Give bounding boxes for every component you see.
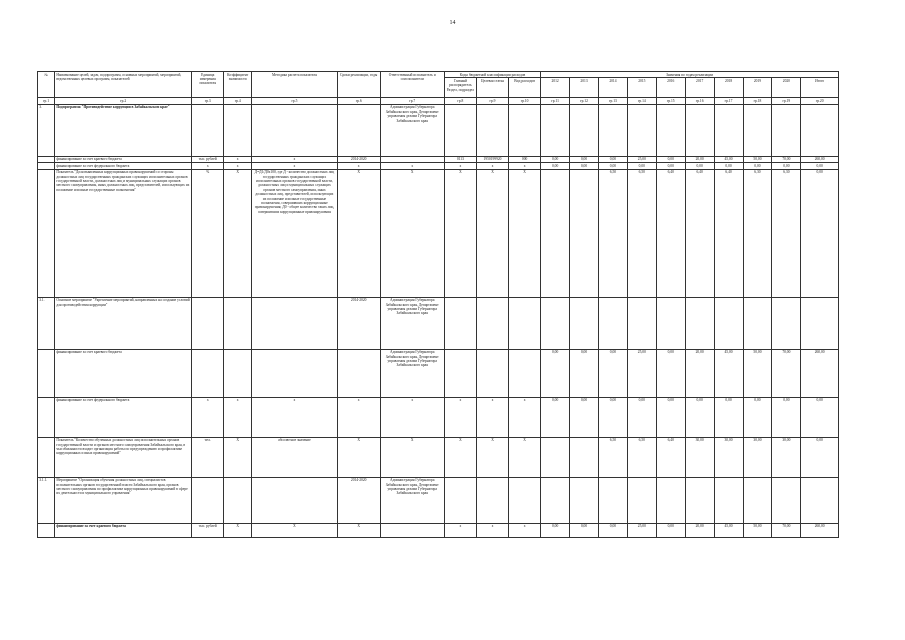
row-coef	[224, 477, 252, 523]
row-value	[685, 104, 714, 156]
row-value: 6,30	[772, 169, 801, 297]
program-table	[37, 71, 839, 538]
row-value: 0,00	[801, 397, 839, 437]
row-num	[38, 349, 55, 397]
row-value	[743, 104, 772, 156]
row-value	[656, 477, 685, 523]
row-value: 0,00	[772, 397, 801, 437]
row-kbk-target: х	[476, 163, 508, 169]
row-value: 0,00	[656, 349, 685, 397]
row-num	[38, 437, 55, 477]
row-responsible: Администрация Губернатора Забайкальского края, Департамент управления делами Губернатора Забайкальского края	[380, 349, 444, 397]
row-num: 3.1.1.	[38, 477, 55, 523]
row-kbk-main: 0113	[444, 156, 476, 162]
row-kbk-vr	[509, 349, 541, 397]
header-year: Итого	[801, 78, 839, 98]
header-kbk-target: Целевая статья	[476, 78, 508, 98]
row-value	[772, 104, 801, 156]
row-name: Показатель "Доля выявленных коррупционных правонарушений со стороны должностных лиц государственных гражданских служащих исполнительных органов государственной власти, должностных лиц и муниципальных служащих органов местного самоуправления, иных должностных лиц, представителей, использующих их положение или иные государственные полномочия"	[55, 169, 192, 297]
row-kbk-target	[476, 104, 508, 156]
row-value	[570, 477, 599, 523]
row-value: 0,00	[598, 523, 627, 537]
row-value: 0,00	[801, 163, 839, 169]
column-number: гр.20	[801, 98, 839, 104]
row-method: Д=Д1/Д0х100, где Д - количество должностных лиц государственных гражданских служащих исполнительных органов государственной власти, должностных лиц и муниципальных служащих органов местного самоуправления, иных должностных лиц, представителей, использующих их положение или иные государственные полномочия, совершивших коррупционные правонарушения; Д0 - общее количество таких лиц, совершивших коррупционные правонарушения	[252, 169, 338, 297]
row-kbk-target	[476, 297, 508, 349]
column-number: гр.17	[714, 98, 743, 104]
column-number: гр.5	[252, 98, 338, 104]
row-kbk-main	[444, 477, 476, 523]
row-value	[627, 477, 656, 523]
header-term: Сроки реализации, годы	[337, 72, 380, 98]
row-unit: тыс. рублей	[192, 156, 224, 162]
row-kbk-main	[444, 297, 476, 349]
row-kbk-target: х	[476, 397, 508, 437]
header-name: Наименование целей, задач, подпрограмм, основных мероприятий, мероприятий, ведомственных целевых программ, показателей	[55, 72, 192, 98]
header-year: 2020	[772, 78, 801, 98]
table-row	[38, 349, 839, 397]
row-value: 45,00	[714, 349, 743, 397]
column-number: гр.18	[743, 98, 772, 104]
row-value: 0,00	[714, 163, 743, 169]
row-kbk-target: х	[476, 523, 508, 537]
table-row	[38, 523, 839, 537]
row-value	[598, 297, 627, 349]
row-responsible: Администрация Губернатора Забайкальского края, Департамент управления делами Губернатора Забайкальского края	[380, 297, 444, 349]
row-kbk-main: х	[444, 397, 476, 437]
row-value: 260,00	[801, 156, 839, 162]
row-term: х	[337, 163, 380, 169]
header-method: Методика расчета показателя	[252, 72, 338, 98]
column-number: гр.12	[570, 98, 599, 104]
row-name: финансирование за счет федерального бюджета	[55, 163, 192, 169]
row-kbk-main	[444, 349, 476, 397]
row-value: 0,00	[685, 163, 714, 169]
row-kbk-target	[476, 349, 508, 397]
row-value	[714, 104, 743, 156]
header-year: 2016	[656, 78, 685, 98]
row-name: Основное мероприятие "Укрепление мероприятий, направленных на создание условий для противодействия коррупции"	[55, 297, 192, 349]
row-value	[685, 297, 714, 349]
row-num	[38, 523, 55, 537]
row-kbk-vr: Х	[509, 437, 541, 477]
row-coef	[224, 297, 252, 349]
table-row	[38, 169, 839, 297]
row-kbk-main: Х	[444, 437, 476, 477]
row-value	[598, 104, 627, 156]
row-value	[598, 477, 627, 523]
header-kbk-vr: Вид расходов	[509, 78, 541, 98]
row-value: 70,00	[772, 156, 801, 162]
row-unit: х	[192, 163, 224, 169]
row-value	[772, 477, 801, 523]
row-method	[252, 104, 338, 156]
row-value: 20,00	[685, 349, 714, 397]
row-value: 0,00	[743, 163, 772, 169]
row-term: 2014-2020	[337, 156, 380, 162]
row-value: 6,50	[598, 437, 627, 477]
row-value: 0,00	[627, 163, 656, 169]
row-num: 3.1.	[38, 297, 55, 349]
row-value	[772, 297, 801, 349]
row-value	[570, 437, 599, 477]
row-kbk-main: х	[444, 523, 476, 537]
row-value	[570, 297, 599, 349]
row-coef: х	[224, 163, 252, 169]
row-method: х	[252, 156, 338, 162]
row-term	[337, 104, 380, 156]
row-value	[714, 477, 743, 523]
header-kbk-main: Главный распорядитель Раздел, подраздел	[444, 78, 476, 98]
row-value	[714, 297, 743, 349]
table-row	[38, 104, 839, 156]
row-unit: х	[192, 397, 224, 437]
row-method: х	[252, 397, 338, 437]
column-number: гр.2	[55, 98, 192, 104]
row-kbk-vr: х	[509, 523, 541, 537]
row-unit	[192, 477, 224, 523]
row-value: 50,00	[743, 156, 772, 162]
column-number: гр.1	[38, 98, 55, 104]
column-number: гр.16	[685, 98, 714, 104]
row-method	[252, 297, 338, 349]
row-value: 0,00	[598, 163, 627, 169]
row-method: Х	[252, 523, 338, 537]
row-value: 50,00	[743, 523, 772, 537]
row-responsible: Х	[380, 437, 444, 477]
row-kbk-vr: 000	[509, 156, 541, 162]
row-value	[570, 169, 599, 297]
row-term: Х	[337, 523, 380, 537]
row-kbk-vr	[509, 477, 541, 523]
row-name: Показатель "Количество обученных должностных лиц исполнительных органов государственной власти и органов местного самоуправления Забайкальского края, в чьи обязанности входит организация работы по предупреждению и профилактике коррупционных и иных правонарушений"	[55, 437, 192, 477]
row-responsible: Администрация Губернатора Забайкальского края, Департамент управления делами Губернатора Забайкальского края	[380, 104, 444, 156]
row-name: финансирование за счет краевого бюджета	[55, 523, 192, 537]
row-value: 25,00	[627, 349, 656, 397]
row-term: х	[337, 397, 380, 437]
row-value: 0,00	[541, 163, 570, 169]
row-name: финансирование за счет краевого бюджета	[55, 349, 192, 397]
header-year: 2018	[714, 78, 743, 98]
row-value: 6,40	[656, 169, 685, 297]
column-number: гр.9	[476, 98, 508, 104]
row-coef: Х	[224, 437, 252, 477]
row-method	[252, 477, 338, 523]
row-value: 0,00	[598, 397, 627, 437]
column-number: гр.13	[598, 98, 627, 104]
row-value: 6,50	[627, 169, 656, 297]
row-term: 2014-2020	[337, 477, 380, 523]
row-value: 0,00	[598, 156, 627, 162]
row-value: 0,00	[570, 163, 599, 169]
row-num	[38, 169, 55, 297]
column-number: гр.11	[541, 98, 570, 104]
row-value	[627, 297, 656, 349]
row-value	[801, 477, 839, 523]
column-number: гр.19	[772, 98, 801, 104]
row-value: 6,40	[714, 169, 743, 297]
row-value: 0,00	[598, 349, 627, 397]
row-num: 3.	[38, 104, 55, 156]
row-value: 0,00	[801, 169, 839, 297]
column-number: гр.10	[509, 98, 541, 104]
row-kbk-vr: Х	[509, 169, 541, 297]
row-name: финансирование за счет краевого бюджета	[55, 156, 192, 162]
table-row	[38, 477, 839, 523]
row-value: 0,00	[627, 397, 656, 437]
row-value: 0,00	[570, 349, 599, 397]
row-value	[656, 297, 685, 349]
column-number: гр.7	[380, 98, 444, 104]
column-number: гр.14	[627, 98, 656, 104]
row-value: 25,00	[627, 156, 656, 162]
row-value: 6,50	[598, 169, 627, 297]
row-value: 30,00	[714, 437, 743, 477]
row-num	[38, 397, 55, 437]
row-value: 20,00	[685, 156, 714, 162]
row-value: 0,00	[656, 156, 685, 162]
row-name: Мероприятие "Организация обучения должностных лиц, специалистов исполнительных органов государственной власти Забайкальского края, органов местного самоуправления по профилактике коррупционных правонарушений в сфере их деятельности и муниципального управления"	[55, 477, 192, 523]
header-kbk-group: Коды бюджетной классификации расходов	[444, 72, 540, 78]
row-value: 0,00	[801, 437, 839, 477]
row-coef: Х	[224, 169, 252, 297]
row-value: 70,00	[772, 349, 801, 397]
header-year: 2015	[627, 78, 656, 98]
row-unit	[192, 349, 224, 397]
row-value: 0,00	[656, 397, 685, 437]
row-kbk-vr	[509, 104, 541, 156]
header-year: 2017	[685, 78, 714, 98]
row-kbk-vr: х	[509, 163, 541, 169]
header-year: 2013	[570, 78, 599, 98]
row-value: 260,00	[801, 349, 839, 397]
row-value: 0,00	[541, 523, 570, 537]
page-number: 14	[449, 20, 456, 26]
row-coef	[224, 104, 252, 156]
row-method: абсолютное значение	[252, 437, 338, 477]
column-number: гр.8	[444, 98, 476, 104]
row-value: 30,00	[743, 437, 772, 477]
row-coef: х	[224, 397, 252, 437]
header-values-group: Значения по годам реализации	[541, 72, 839, 78]
row-value	[541, 104, 570, 156]
row-unit	[192, 297, 224, 349]
row-value: 0,00	[743, 397, 772, 437]
row-value: 0,00	[656, 163, 685, 169]
row-kbk-target	[476, 477, 508, 523]
row-term	[337, 349, 380, 397]
row-value: 260,00	[801, 523, 839, 537]
row-value: 6,40	[685, 169, 714, 297]
header-year: 2019	[743, 78, 772, 98]
table-row	[38, 297, 839, 349]
row-value: 0,00	[541, 349, 570, 397]
row-kbk-main: х	[444, 163, 476, 169]
row-responsible: Х	[380, 169, 444, 297]
row-value	[801, 297, 839, 349]
row-unit: тыс. рублей	[192, 523, 224, 537]
row-value: 0,00	[570, 156, 599, 162]
row-value	[743, 477, 772, 523]
header-responsible: Ответственный исполнитель и соисполнители	[380, 72, 444, 98]
row-value	[801, 104, 839, 156]
row-responsible: х	[380, 397, 444, 437]
row-kbk-target: 1950199920	[476, 156, 508, 162]
row-value: 50,00	[743, 349, 772, 397]
row-coef: Х	[224, 523, 252, 537]
row-kbk-vr	[509, 297, 541, 349]
row-unit	[192, 104, 224, 156]
row-kbk-target: Х	[476, 169, 508, 297]
column-number: гр.15	[656, 98, 685, 104]
row-kbk-main: Х	[444, 169, 476, 297]
row-value: 45,00	[714, 156, 743, 162]
row-value	[541, 477, 570, 523]
table-row	[38, 397, 839, 437]
row-unit: %	[192, 169, 224, 297]
row-value: 0,00	[656, 523, 685, 537]
row-responsible: Администрация Губернатора Забайкальского края, Департамент управления делами Губернатора Забайкальского края	[380, 477, 444, 523]
row-value: 0,00	[772, 163, 801, 169]
row-value: 30,00	[772, 437, 801, 477]
row-value	[541, 169, 570, 297]
row-term: 2014-2020	[337, 297, 380, 349]
row-term: Х	[337, 437, 380, 477]
row-value: 0,00	[714, 397, 743, 437]
column-number: гр.4	[224, 98, 252, 104]
row-value: 6,50	[627, 437, 656, 477]
row-value	[570, 104, 599, 156]
row-term: Х	[337, 169, 380, 297]
row-value	[541, 437, 570, 477]
row-value	[656, 104, 685, 156]
row-value: 0,00	[570, 523, 599, 537]
row-unit: чел.	[192, 437, 224, 477]
row-value: 45,00	[714, 523, 743, 537]
row-value	[627, 104, 656, 156]
row-value: 6,30	[743, 169, 772, 297]
header-year: 2014	[598, 78, 627, 98]
row-kbk-main	[444, 104, 476, 156]
row-coef	[224, 349, 252, 397]
row-responsible: х	[380, 163, 444, 169]
column-number: гр.3	[192, 98, 224, 104]
header-unit: Единица измерения показателя	[192, 72, 224, 98]
row-value: 70,00	[772, 523, 801, 537]
row-name: финансирование за счет федерального бюджета	[55, 397, 192, 437]
header-num: №	[38, 72, 55, 98]
table-row	[38, 437, 839, 477]
row-value: 30,00	[685, 437, 714, 477]
header-year: 2012	[541, 78, 570, 98]
row-value: 0,00	[541, 156, 570, 162]
row-value: 20,00	[685, 523, 714, 537]
row-value: 6,40	[656, 437, 685, 477]
row-responsible	[380, 523, 444, 537]
row-value: 0,00	[685, 397, 714, 437]
header-coef: Коэффициент значимости	[224, 72, 252, 98]
row-value: 0,00	[541, 397, 570, 437]
row-name: Подпрограмма "Противодействие коррупции в Забайкальском крае"	[55, 104, 192, 156]
row-value	[541, 297, 570, 349]
row-value: 0,00	[570, 397, 599, 437]
row-kbk-target: Х	[476, 437, 508, 477]
row-method: х	[252, 163, 338, 169]
row-method	[252, 349, 338, 397]
row-value	[743, 297, 772, 349]
row-coef: х	[224, 156, 252, 162]
row-value: 25,00	[627, 523, 656, 537]
row-value	[685, 477, 714, 523]
column-number: гр.6	[337, 98, 380, 104]
row-kbk-vr: х	[509, 397, 541, 437]
